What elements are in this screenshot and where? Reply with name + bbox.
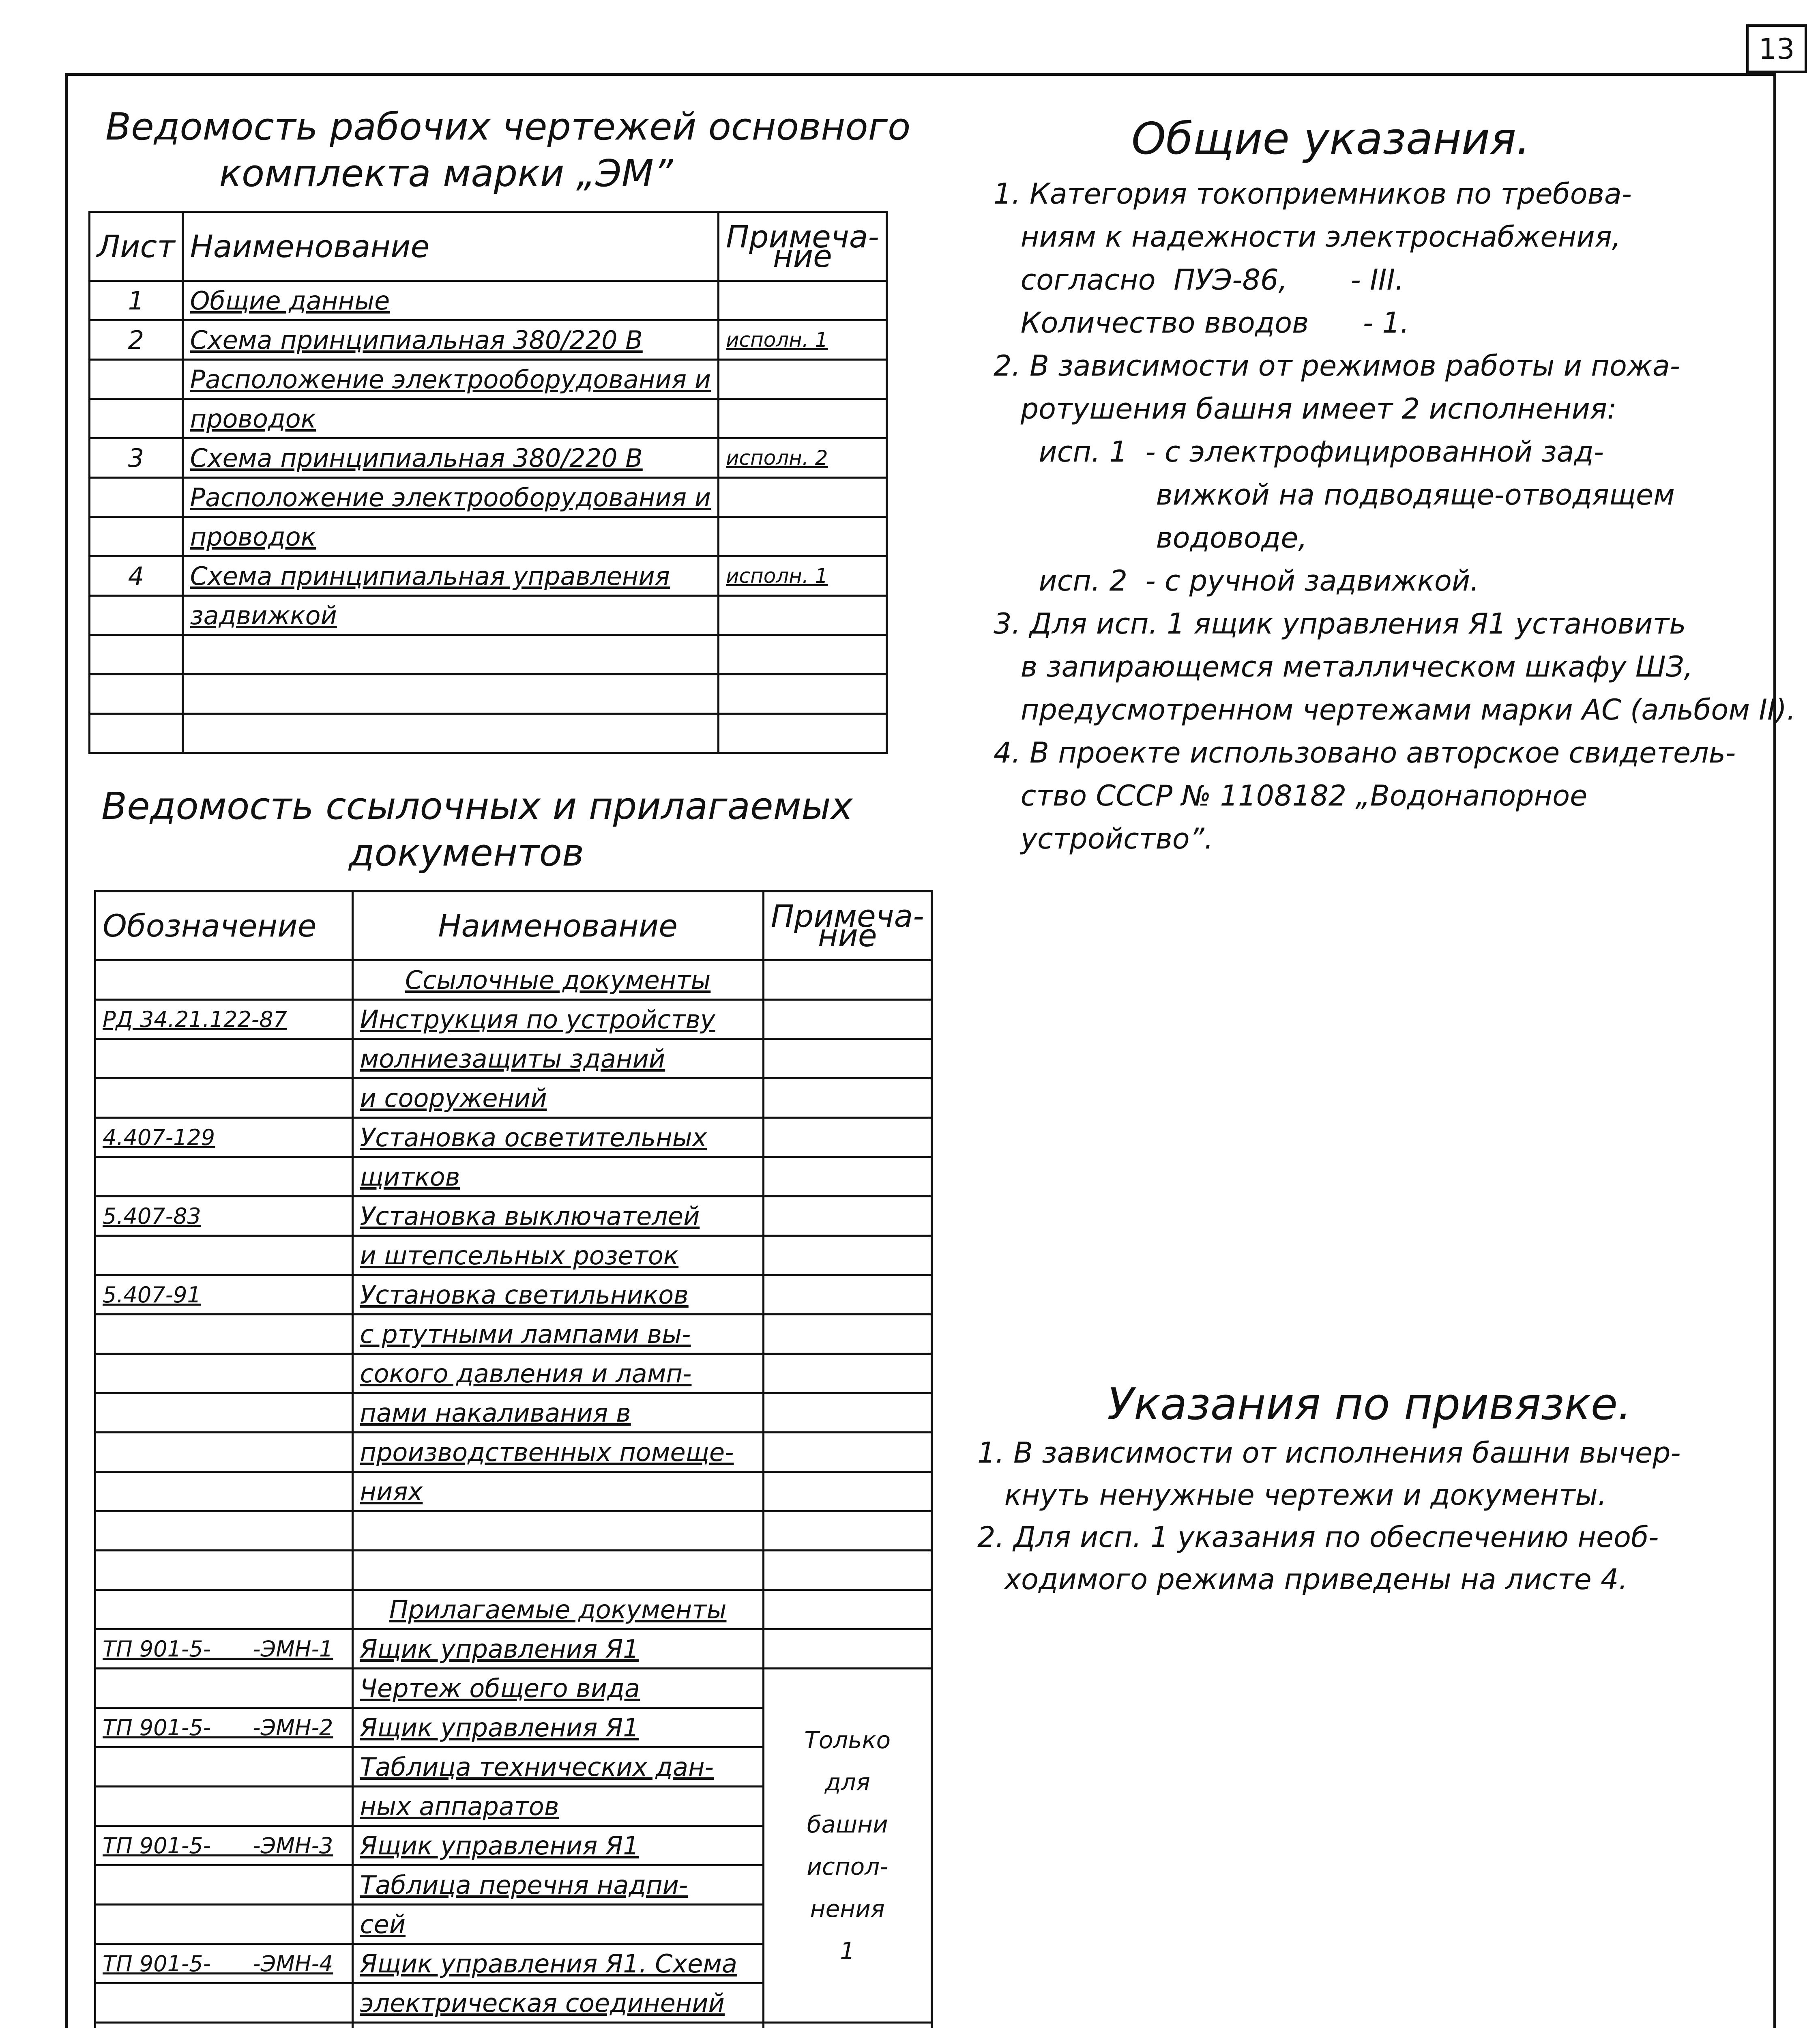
ref-row (95, 1551, 932, 1590)
ref-name: Прилагаемые документы (389, 1594, 727, 1624)
ref-designation: 4.407-129 (103, 1124, 215, 1150)
ref-name: Ящик управления Я1 (360, 1830, 639, 1860)
ref-row (95, 1275, 932, 1315)
ref-row (95, 1590, 932, 1629)
ref-name: Установка осветительных (360, 1122, 707, 1152)
ref-name: ных аппаратов (360, 1791, 559, 1821)
ref-name: пами накаливания в (360, 1398, 631, 1428)
ref-designation: 5.407-83 (103, 1203, 201, 1229)
drawing-note: исполн. 1 (726, 564, 828, 588)
ref-name: и сооружений (360, 1083, 547, 1113)
ref-row (95, 1039, 932, 1078)
ref-name: Ящик управления Я1 (360, 1634, 639, 1664)
drawing-name: Расположение электрооборудования и (190, 364, 711, 394)
ref-name: и штепсельных розеток (360, 1240, 679, 1270)
drawing-row (90, 675, 887, 714)
drawing-name: проводок (190, 404, 316, 434)
ref-name: Чертеж общего вида (360, 1673, 640, 1703)
ref-row (95, 1078, 932, 1118)
drawing-sheet: 1 (128, 286, 144, 316)
ref-name: производственных помеще- (360, 1437, 734, 1467)
drawing-row (90, 714, 887, 753)
ref-name: молниезащиты зданий (360, 1044, 665, 1074)
ref-row (95, 1511, 932, 1551)
header-name: Наименование (352, 892, 763, 960)
header-note: Примеча- ние (719, 212, 887, 281)
ref-row (95, 1157, 932, 1197)
ref-name: Ящик управления Я1 (360, 1712, 639, 1742)
page-number: 13 (1746, 24, 1807, 73)
ref-row (95, 960, 932, 1000)
drawing-row (90, 438, 887, 478)
ref-row (95, 1472, 932, 1511)
ref-name: Установка выключателей (360, 1201, 700, 1231)
general-notes-text: 1. Категория токоприемников по требова- ниям к надежности электроснабжения, согласно ПУЭ-86, - III. Количество вводов - 1. 2. В зависимости от режимов работы и пожа- ротушения башня имеет 2 исполнения: исп. 1 - с электрофицированной зад- вижкой на подводяще-отводящем водоводе, исп. 2 - с ручной задвижкой. 3. Для исп. 1 ящик управления Я1 установить в запирающемся металлическом шкафу ШЗ, предусмотренном чертежами марки АС (альбом II). 4. В проекте использовано авторское свидетель- ство СССР № 1108182 „Водонапорное устройство”. (994, 177, 1796, 855)
ref-designation: РД 34.21.122-87 (103, 1006, 287, 1032)
drawing-row (90, 320, 887, 360)
drawing-sheet: 4 (128, 561, 144, 591)
refs-table (94, 890, 933, 2028)
ref-name: сокого давления и ламп- (360, 1358, 692, 1388)
drawing-name: проводок (190, 522, 316, 552)
drawing-sheet: 2 (128, 325, 144, 355)
binding-notes-text: 1. В зависимости от исполнения башни вычер- кнуть ненужные чертежи и документы. 2. Для исп. 1 указания по обеспечению необ- ходимого режима приведены на листе 4. (977, 1436, 1681, 1596)
ref-designation: 5.407-91 (103, 1282, 201, 1308)
drawing-name: Схема принципиальная 380/220 В (190, 443, 643, 473)
header-note: Примеча- ние (763, 892, 931, 960)
ref-name: Ссылочные документы (405, 965, 711, 995)
ref-name: Ящик управления Я1. Схема (360, 1949, 737, 1979)
header-sheet: Лист (90, 212, 183, 281)
ref-row (95, 1354, 932, 1393)
ref-row (95, 1236, 932, 1275)
ref-row (95, 1315, 932, 1354)
drawings-list-title: Ведомость рабочих чертежей основного комплекта марки „ЭМ” (105, 105, 911, 195)
ref-name: сей (360, 1909, 406, 1939)
ref-row (95, 2023, 932, 2028)
general-notes-title: Общие указания. (1131, 114, 1530, 164)
ref-designation: ТП 901-5- -ЭМН-1 (103, 1636, 333, 1662)
merged-note: Только для башни испол- нения 1 (763, 1669, 931, 2023)
drawing-sheet: 3 (128, 443, 144, 473)
drawing-row (90, 635, 887, 675)
ref-name: щитков (360, 1162, 460, 1192)
ref-designation: ТП 901-5- -ЭМН-4 (103, 1951, 333, 1976)
ref-row (95, 1118, 932, 1157)
drawings-table (88, 211, 888, 754)
ref-row (95, 1629, 932, 1669)
header-designation: Обозначение (95, 892, 353, 960)
drawing-row (90, 360, 887, 399)
ref-designation: ТП 901-5- -ЭМН-2 (103, 1714, 333, 1740)
drawing-name: Общие данные (190, 286, 390, 316)
drawing-row (90, 517, 887, 556)
ref-name: Инструкция по устройству (360, 1004, 715, 1034)
drawing-row (90, 556, 887, 596)
ref-row (95, 1197, 932, 1236)
ref-row (95, 1669, 932, 1708)
drawing-row (90, 478, 887, 517)
ref-name: с ртутными лампами вы- (360, 1319, 691, 1349)
ref-name: Таблица технических дан- (360, 1752, 714, 1782)
ref-row (95, 1393, 932, 1433)
drawing-name: Схема принципиальная 380/220 В (190, 325, 643, 355)
ref-name: Установка светильников (360, 1280, 689, 1310)
drawing-row (90, 399, 887, 438)
drawing-name: Расположение электрооборудования и (190, 482, 711, 512)
header-name: Наименование (182, 212, 718, 281)
ref-name: ниях (360, 1476, 423, 1506)
drawing-name: задвижкой (190, 600, 337, 630)
ref-name: электрическая соединений (360, 1988, 725, 2018)
ref-designation: ТП 901-5- -ЭМН-3 (103, 1833, 333, 1858)
ref-name: Таблица перечня надпи- (360, 1870, 688, 1900)
drawing-row (90, 281, 887, 320)
drawing-note: исполн. 2 (726, 446, 828, 470)
ref-row (95, 1000, 932, 1039)
drawing-name: Схема принципиальная управления (190, 561, 670, 591)
refs-list-title: Ведомость ссылочных и прилагаемых документов (101, 784, 853, 874)
drawing-row (90, 596, 887, 635)
binding-notes-title: Указания по привязке. (1107, 1379, 1632, 1430)
drawing-note: исполн. 1 (726, 328, 828, 352)
ref-row (95, 1433, 932, 1472)
